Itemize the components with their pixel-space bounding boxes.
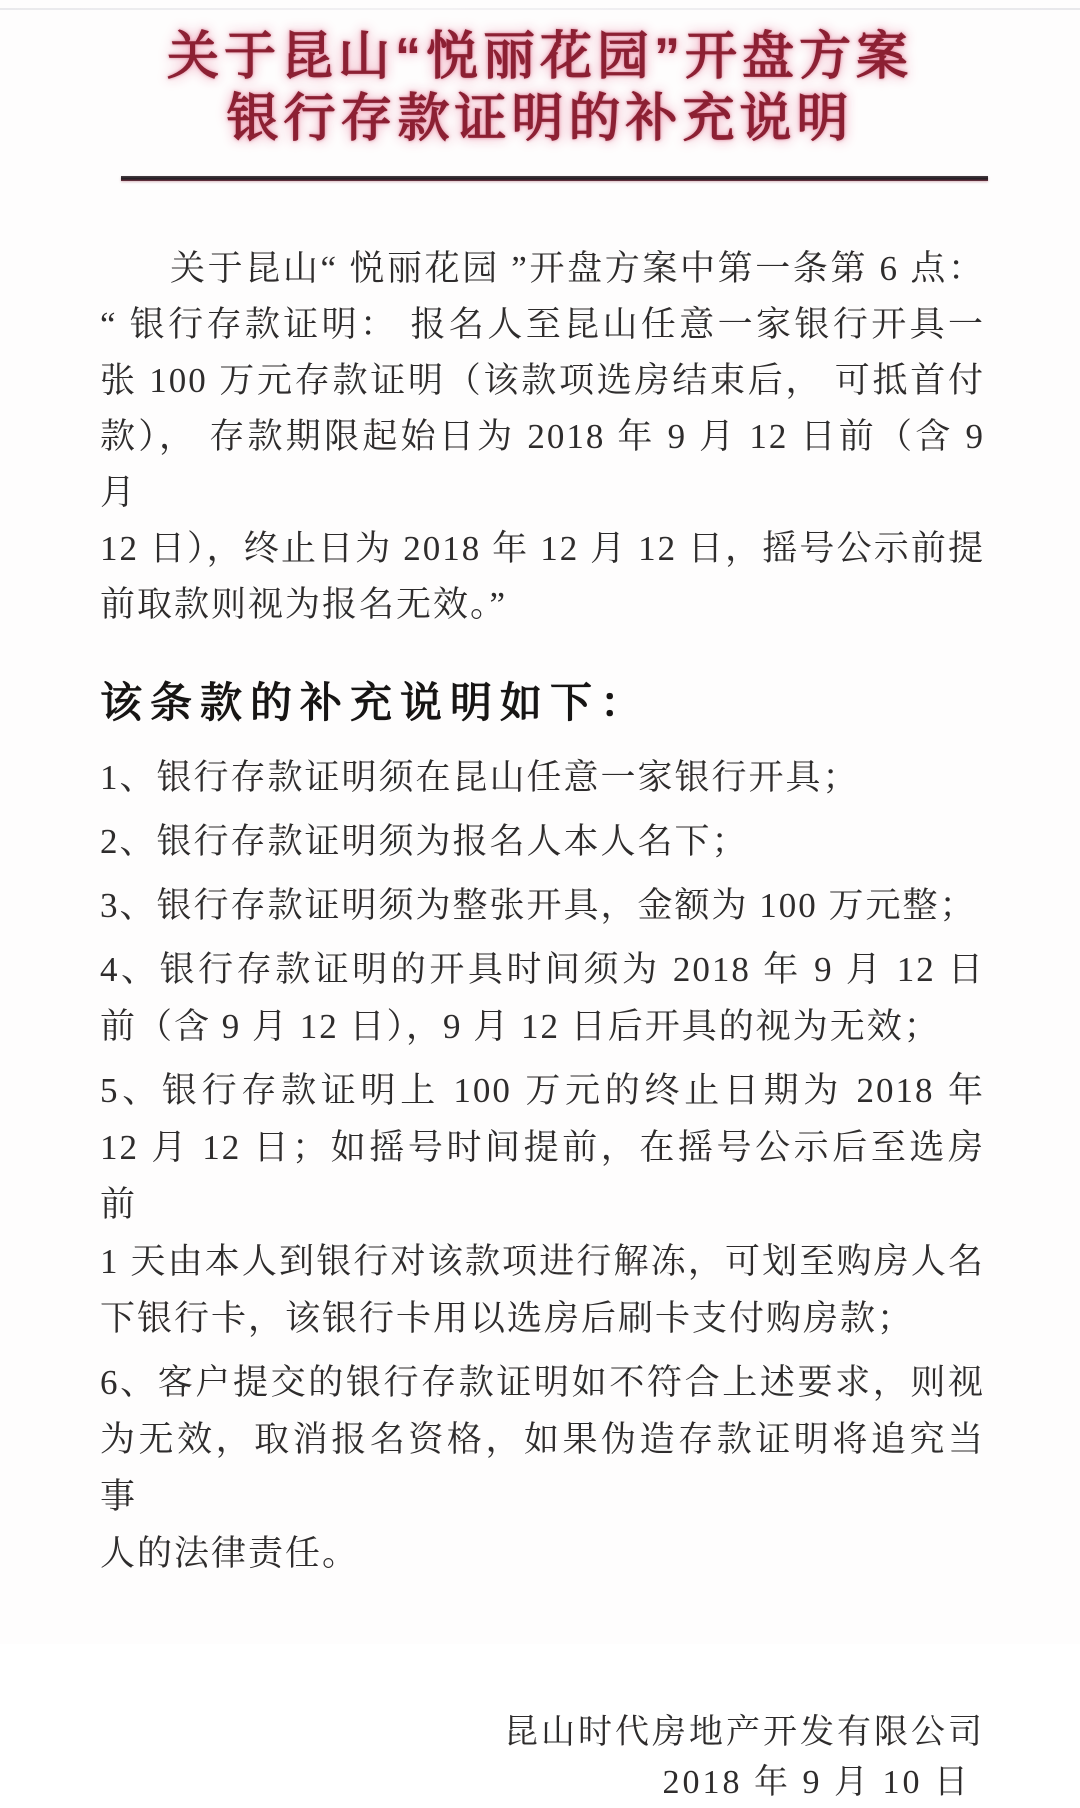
intro-paragraph (100, 241, 985, 633)
item-line: 4、银行存款证明的开具时间须为 2018 年 9 月 12 日 (100, 950, 985, 989)
title-line-2: 银行存款证明的补充说明 (226, 90, 854, 148)
title-line-1: 关于昆山“悦丽花园”开盘方案 (166, 28, 913, 86)
item-line: 12 月 12 日；如摇号时间提前，在摇号公示后至选房前 (100, 1128, 985, 1224)
intro-line: 前取款则视为报名无效。” (100, 585, 508, 624)
item-line: 1、银行存款证明须在昆山任意一家银行开具； (100, 758, 860, 797)
document-date: 2018 年 9 月 10 日 (662, 1764, 971, 1801)
document-body (100, 241, 985, 1582)
supplement-item-2 (100, 813, 985, 870)
item-line: 1 天由本人到银行对该款项进行解冻，可划至购房人名 (100, 1242, 985, 1281)
item-line: 为无效，取消报名资格，如果伪造存款证明将追究当事 (100, 1420, 985, 1516)
company-name: 昆山时代房地产开发有限公司 (504, 1714, 985, 1751)
intro-line: “ 银行存款证明： 报名人至昆山任意一家银行开具一 (100, 305, 985, 344)
item-line: 2、银行存款证明须为报名人本人名下； (100, 822, 749, 861)
intro-line: 张 100 万元存款证明（该款项选房结束后， 可抵首付 (100, 361, 985, 400)
section-heading: 该条款的补充说明如下： (100, 679, 651, 726)
intro-line: 12 日），终止日为 2018 年 12 月 12 日，摇号公示前提 (100, 529, 985, 568)
item-line: 前（含 9 月 12 日），9 月 12 日后开具的视为无效； (100, 1007, 941, 1046)
signature-block (100, 1708, 985, 1808)
item-line: 5、银行存款证明上 100 万元的终止日期为 2018 年 (100, 1071, 985, 1110)
item-line: 3、银行存款证明须为整张开具，金额为 100 万元整； (100, 886, 977, 925)
item-line: 人的法律责任。 (100, 1534, 360, 1573)
intro-line: 款）， 存款期限起始日为 2018 年 9 月 12 日前（含 9 月 (100, 417, 985, 512)
document-title (0, 0, 1080, 150)
supplement-item-3 (100, 877, 985, 934)
top-edge-line (0, 8, 1080, 10)
title-divider-rule (121, 176, 988, 181)
supplement-item-4 (100, 941, 985, 1055)
supplement-item-1 (100, 749, 985, 806)
supplement-item-5 (100, 1062, 985, 1347)
supplement-item-6 (100, 1354, 985, 1582)
item-line: 下银行卡，该银行卡用以选房后刷卡支付购房款； (100, 1299, 915, 1338)
item-line: 6、客户提交的银行存款证明如不符合上述要求，则视 (100, 1363, 985, 1402)
intro-line: 关于昆山“ 悦丽花园 ”开盘方案中第一条第 6 点： (170, 249, 985, 288)
